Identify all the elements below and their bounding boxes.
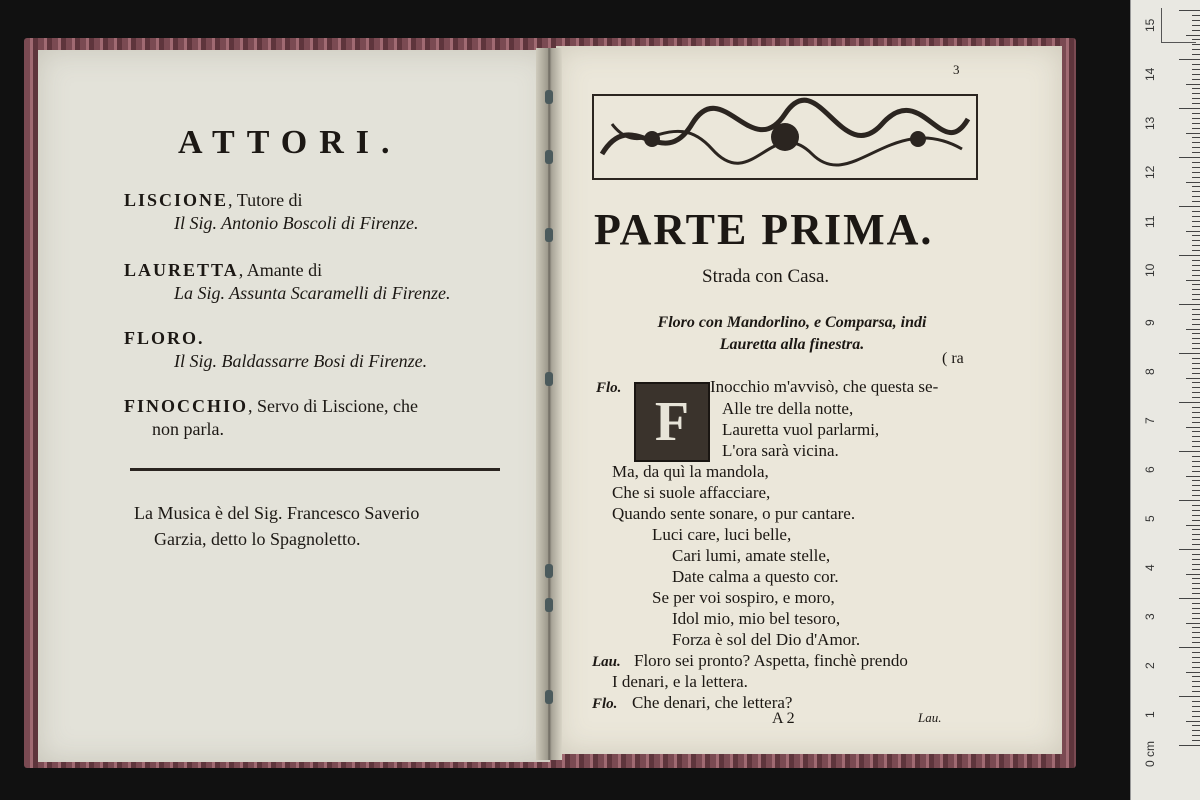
role-name: LISCIONE [124, 190, 229, 210]
ruler-label: 11 [1143, 215, 1157, 228]
ruler-tick [1192, 88, 1200, 89]
stage-line: Floro con Mandorlino, e Comparsa, indi [657, 314, 927, 331]
ornament-headpiece-icon [592, 94, 978, 180]
ruler-tick [1186, 623, 1200, 624]
ruler-tick [1179, 157, 1200, 158]
ruler-tick [1192, 608, 1200, 609]
role-name: LAURETTA [124, 260, 239, 280]
ruler-tick [1192, 618, 1200, 619]
ruler-tick [1192, 725, 1200, 726]
binding-stitch [545, 598, 553, 612]
ruler-tick [1192, 98, 1200, 99]
ruler-tick [1179, 451, 1200, 452]
ruler-tick [1192, 245, 1200, 246]
ruler-tick [1192, 740, 1200, 741]
role-floro [124, 328, 427, 372]
ruler-tick [1192, 569, 1200, 570]
ruler-tick [1192, 588, 1200, 589]
ruler-tick [1192, 226, 1200, 227]
ruler-tick [1192, 324, 1200, 325]
ruler-tick [1192, 431, 1200, 432]
speaker-label: Flo. [592, 696, 618, 712]
ruler-tick [1192, 436, 1200, 437]
ruler-tick [1192, 412, 1200, 413]
ruler-tick [1192, 662, 1200, 663]
ruler-tick [1192, 730, 1200, 731]
verse-line: Inocchio m'avvisò, che questa se- [710, 377, 939, 396]
ruler-tick [1192, 544, 1200, 545]
ruler-label: 12 [1143, 165, 1157, 179]
ruler-tick [1179, 206, 1200, 207]
ruler-tick [1192, 554, 1200, 555]
ruler-tick [1192, 397, 1200, 398]
ruler-tick [1192, 466, 1200, 467]
ruler-tick [1192, 559, 1200, 560]
ruler-tick [1186, 525, 1200, 526]
ruler-tick [1192, 172, 1200, 173]
binding-stitch [545, 372, 553, 386]
verse-line: Lauretta vuol parlarmi, [722, 420, 880, 439]
ruler-tick [1192, 186, 1200, 187]
divider-rule [130, 468, 500, 471]
ruler-label: 13 [1143, 116, 1157, 130]
ruler-tick [1192, 461, 1200, 462]
scene-heading: Strada con Casa. [702, 266, 830, 287]
ruler-tick [1192, 368, 1200, 369]
ruler-tick [1179, 304, 1200, 305]
ruler-label: 9 [1143, 319, 1157, 326]
ruler-tick [1192, 603, 1200, 604]
ruler-tick [1192, 93, 1200, 94]
ruler-tick [1192, 284, 1200, 285]
ruler-tick [1192, 529, 1200, 530]
ruler-tick [1192, 363, 1200, 364]
ruler-tick [1192, 495, 1200, 496]
ruler-label: 10 [1143, 263, 1157, 277]
music-credit [134, 500, 534, 552]
ruler-tick [1192, 358, 1200, 359]
ruler-tick [1192, 686, 1200, 687]
ruler-tick [1192, 39, 1200, 40]
catchword: Lau. [918, 710, 942, 725]
ruler-corner [1161, 8, 1196, 43]
ruler-label: 6 [1143, 466, 1157, 473]
ruler-tick [1186, 231, 1200, 232]
ruler-tick [1186, 280, 1200, 281]
role-desc: , Servo di Liscione, che [248, 396, 418, 416]
ruler-label: 7 [1143, 417, 1157, 424]
page-number: 3 [953, 62, 960, 77]
ruler-tick [1192, 510, 1200, 511]
ruler-tick [1192, 137, 1200, 138]
binding-stitch [545, 564, 553, 578]
ruler-tick [1179, 647, 1200, 648]
verse-line: Forza è sol del Dio d'Amor. [672, 630, 861, 649]
role-actor: Il Sig. Baldassarre Bosi di Firenze. [174, 351, 428, 371]
verse-line: Luci care, luci belle, [652, 525, 792, 544]
ruler-tick [1192, 44, 1200, 45]
stage-direction [612, 312, 972, 356]
role-liscione [124, 190, 418, 234]
verse-line: Che si suole affacciare, [612, 483, 771, 502]
binding-stitch [545, 90, 553, 104]
ruler-tick [1192, 299, 1200, 300]
ruler-tick [1192, 446, 1200, 447]
ruler-tick [1192, 520, 1200, 521]
binding-stitch [545, 150, 553, 164]
role-name: FINOCCHIO [124, 396, 249, 416]
ruler-tick [1192, 196, 1200, 197]
ruler-tick [1192, 103, 1200, 104]
ruler-tick [1192, 441, 1200, 442]
ruler-tick [1192, 64, 1200, 65]
ruler-tick [1186, 35, 1200, 36]
ruler-tick [1192, 113, 1200, 114]
ruler-tick [1179, 108, 1200, 109]
ruler-tick [1192, 162, 1200, 163]
ruler-tick [1192, 201, 1200, 202]
verse-line: Floro sei pronto? Aspetta, finchè prendo [634, 651, 908, 670]
ruler-tick [1192, 627, 1200, 628]
role-actor: Il Sig. Antonio Boscoli di Firenze. [174, 213, 419, 233]
role-desc: , Tutore di [228, 190, 303, 210]
ruler-tick [1192, 54, 1200, 55]
role-name: FLORO. [124, 328, 205, 348]
ruler-tick [1192, 505, 1200, 506]
ruler-tick [1192, 270, 1200, 271]
line-tail: ( ra [942, 350, 964, 367]
role-actor: La Sig. Assunta Scaramelli di Firenze. [174, 283, 451, 303]
ruler-tick [1192, 539, 1200, 540]
ruler-tick [1192, 667, 1200, 668]
ruler-tick [1192, 417, 1200, 418]
role-desc: , Amante di [238, 260, 323, 280]
ruler-tick [1192, 343, 1200, 344]
music-line: Garzia, detto lo Spagnoletto. [154, 529, 361, 549]
ruler-tick [1192, 30, 1200, 31]
ruler-tick [1192, 706, 1200, 707]
ruler-tick [1192, 275, 1200, 276]
ruler-tick [1192, 260, 1200, 261]
ruler-tick [1179, 353, 1200, 354]
ruler-tick [1186, 182, 1200, 183]
role-lauretta [124, 260, 451, 304]
ruler-tick [1186, 672, 1200, 673]
ruler-tick [1192, 15, 1200, 16]
ruler-tick [1192, 128, 1200, 129]
ruler-tick [1192, 593, 1200, 594]
ruler-tick [1192, 392, 1200, 393]
ruler-tick [1179, 549, 1200, 550]
binding-stitch [545, 228, 553, 242]
signature-mark: A 2 [772, 710, 795, 727]
ruler-tick [1192, 711, 1200, 712]
ruler-tick [1192, 289, 1200, 290]
ruler-tick [1192, 118, 1200, 119]
ruler-tick [1179, 696, 1200, 697]
stage-line: Lauretta alla finestra. [719, 336, 865, 353]
ruler-tick [1186, 721, 1200, 722]
ruler-tick [1192, 387, 1200, 388]
verse-line: Idol mio, mio bel tesoro, [672, 609, 841, 628]
ruler-tick [1192, 676, 1200, 677]
measuring-ruler [1130, 0, 1200, 800]
verse-line: I denari, e la lettera. [612, 672, 748, 691]
ruler-tick [1192, 216, 1200, 217]
ruler-tick [1192, 637, 1200, 638]
ruler-tick [1179, 402, 1200, 403]
ruler-tick [1192, 240, 1200, 241]
ruler-tick [1186, 378, 1200, 379]
ruler-label: 14 [1143, 67, 1157, 81]
verse-line: Ma, da quì la mandola, [612, 462, 769, 481]
ruler-label: 3 [1143, 613, 1157, 620]
ruler-tick [1179, 745, 1200, 746]
ruler-tick [1179, 598, 1200, 599]
decorated-initial [634, 382, 710, 462]
ruler-tick [1192, 79, 1200, 80]
verse-line: Se per voi sospiro, e moro, [652, 588, 835, 607]
ruler-tick [1192, 235, 1200, 236]
ruler-tick [1192, 348, 1200, 349]
ruler-tick [1192, 422, 1200, 423]
ruler-tick [1192, 657, 1200, 658]
ruler-tick [1192, 294, 1200, 295]
ruler-label: 0 cm [1143, 740, 1157, 767]
ruler-label: 1 [1143, 711, 1157, 718]
ruler-tick [1192, 333, 1200, 334]
ruler-tick [1192, 265, 1200, 266]
ruler-tick [1192, 69, 1200, 70]
ruler-tick [1192, 309, 1200, 310]
ruler-tick [1192, 632, 1200, 633]
ruler-tick [1192, 49, 1200, 50]
role-finocchio [124, 396, 418, 440]
ruler-tick [1192, 701, 1200, 702]
ruler-tick [1192, 221, 1200, 222]
ruler-tick [1186, 574, 1200, 575]
verse-line: Cari lumi, amate stelle, [672, 546, 831, 565]
ruler-tick [1192, 338, 1200, 339]
verse-line: L'ora sarà vicina. [722, 441, 839, 460]
ruler-tick [1192, 515, 1200, 516]
ruler-tick [1179, 255, 1200, 256]
ruler-tick [1192, 652, 1200, 653]
ruler-tick [1192, 211, 1200, 212]
ruler-tick [1192, 123, 1200, 124]
ruler-tick [1192, 735, 1200, 736]
ruler-tick [1192, 716, 1200, 717]
ruler-tick [1192, 74, 1200, 75]
ruler-label: 15 [1143, 18, 1157, 32]
verse-line: Alle tre della notte, [722, 399, 854, 418]
ruler-label: 8 [1143, 368, 1157, 375]
verse-line: Quando sente sonare, o pur cantare. [612, 504, 856, 523]
ruler-tick [1192, 177, 1200, 178]
ruler-tick [1192, 485, 1200, 486]
ruler-tick [1192, 319, 1200, 320]
ruler-tick [1186, 84, 1200, 85]
ruler-tick [1192, 642, 1200, 643]
ruler-tick [1192, 314, 1200, 315]
ruler-tick [1186, 476, 1200, 477]
ruler-tick [1192, 167, 1200, 168]
ruler-tick [1192, 613, 1200, 614]
initial-letter: F [654, 391, 690, 453]
ruler-tick [1192, 583, 1200, 584]
verse-line: Date calma a questo cor. [672, 567, 839, 586]
ruler-tick [1192, 456, 1200, 457]
parte-prima-title: PARTE PRIMA. [594, 205, 934, 254]
ruler-tick [1192, 250, 1200, 251]
ruler-tick [1192, 691, 1200, 692]
ruler-tick [1186, 329, 1200, 330]
ruler-tick [1186, 133, 1200, 134]
ruler-tick [1179, 10, 1200, 11]
ruler-tick [1192, 480, 1200, 481]
ruler-tick [1192, 142, 1200, 143]
ruler-tick [1192, 147, 1200, 148]
ruler-tick [1179, 59, 1200, 60]
ruler-tick [1192, 407, 1200, 408]
verse-line: Che denari, che lettera? [632, 693, 793, 712]
ruler-tick [1192, 471, 1200, 472]
ruler-tick [1192, 191, 1200, 192]
ruler-tick [1192, 373, 1200, 374]
ruler-label: 2 [1143, 662, 1157, 669]
role-actor: non parla. [152, 419, 224, 439]
ruler-label: 4 [1143, 564, 1157, 571]
ruler-tick [1192, 152, 1200, 153]
speaker-label: Lau. [592, 654, 621, 670]
ruler-tick [1192, 20, 1200, 21]
ruler-tick [1179, 500, 1200, 501]
speaker-label: Flo. [596, 380, 622, 396]
ruler-tick [1186, 427, 1200, 428]
ruler-tick [1192, 578, 1200, 579]
ruler-tick [1192, 25, 1200, 26]
ruler-tick [1192, 681, 1200, 682]
attori-heading: ATTORI. [178, 124, 402, 161]
ruler-tick [1192, 534, 1200, 535]
ruler-tick [1192, 490, 1200, 491]
binding-stitch [545, 690, 553, 704]
ruler-tick [1192, 382, 1200, 383]
ruler-label: 5 [1143, 515, 1157, 522]
music-line: La Musica è del Sig. Francesco Saverio [134, 503, 420, 523]
ruler-tick [1192, 564, 1200, 565]
